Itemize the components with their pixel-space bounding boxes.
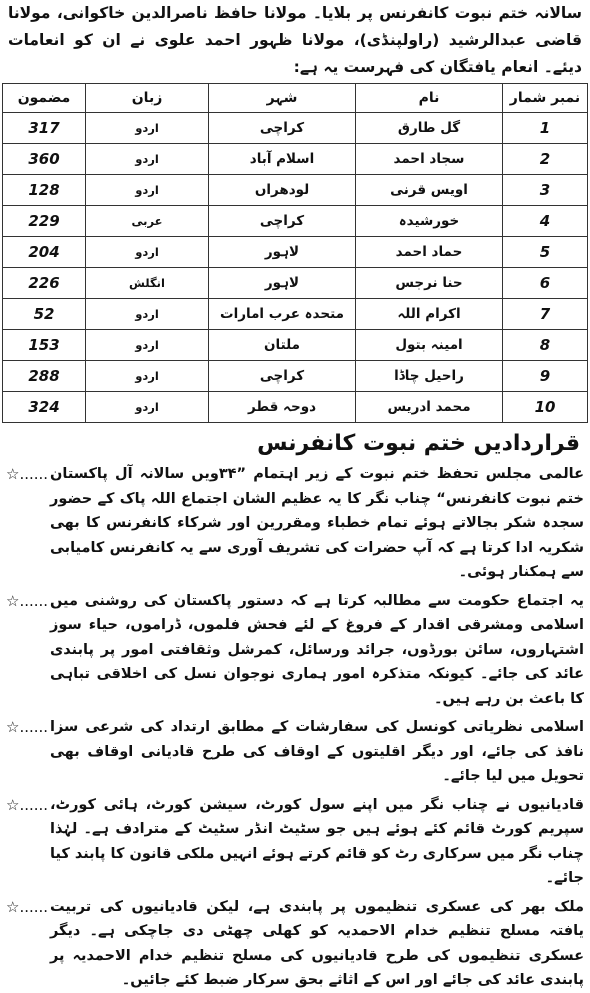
- cell-city: لودھراں: [209, 175, 356, 206]
- resolution-item: [0, 589, 590, 712]
- table-row: [3, 268, 588, 299]
- resolution-text: ملک بھر کی عسکری تنظیموں پر پابندی ہے، لیکن قادیانیوں کی تربیت یافتہ مسلح تنظیم خدام الاحمدیہ کو کھلی چھٹی دی جاچکی ہے۔ دیگر عسکری تنظیموں کی طرح قادیانیوں کی مسلح تنظیم خدام الاحمدیہ پر پابندی عائد کی جائے اور اس کے اثاثے بحق سرکار ضبط کئے جائیں۔: [50, 898, 584, 988]
- star-bullet-icon: ☆......: [6, 465, 49, 483]
- cell-serial: 7: [503, 299, 588, 330]
- cell-language: اردو: [86, 113, 209, 144]
- cell-city: اسلام آباد: [209, 144, 356, 175]
- resolution-text: اسلامی نظریاتی کونسل کی سفارشات کے مطابق ارتداد کی شرعی سزا نافذ کی جائے، اور دیگر اقلیتوں کے اوقاف کی طرح قادیانی اوقاف بھی تحویل میں لیا جائے۔: [50, 719, 584, 784]
- resolutions-title: قراردادیں ختم نبوت کانفرنس: [257, 431, 580, 456]
- cell-name: حماد احمد: [356, 237, 503, 268]
- table-row: [3, 113, 588, 144]
- header-language: زبان: [86, 84, 209, 113]
- cell-city: دوحہ قطر: [209, 392, 356, 423]
- star-bullet-icon: ☆......: [6, 591, 49, 610]
- cell-serial: 6: [503, 268, 588, 299]
- cell-name: سجاد احمد: [356, 144, 503, 175]
- star-bullet-icon: ☆......: [6, 718, 49, 736]
- header-city: شہر: [209, 84, 356, 113]
- cell-marks: 153: [3, 330, 86, 361]
- cell-language: اردو: [86, 361, 209, 392]
- table-row: [3, 330, 588, 361]
- cell-language: اردو: [86, 175, 209, 206]
- star-bullet-icon: ☆......: [6, 795, 49, 814]
- cell-language: اردو: [86, 144, 209, 175]
- table-header-row: [3, 84, 588, 113]
- cell-serial: 9: [503, 361, 588, 392]
- table-row: [3, 299, 588, 330]
- cell-marks: 226: [3, 268, 86, 299]
- cell-marks: 204: [3, 237, 86, 268]
- cell-marks: 317: [3, 113, 86, 144]
- cell-serial: 4: [503, 206, 588, 237]
- cell-language: اردو: [86, 392, 209, 423]
- cell-serial: 2: [503, 144, 588, 175]
- resolution-text: عالمی مجلس تحفظ ختم نبوت کے زیر اہتمام ”۳۴ویں سالانہ آل پاکستان ختم نبوت کانفرنس“ چناب نگر کا یہ عظیم الشان اجتماع اللہ پاک کے حضور سجدہ شکر بجالاتے ہوئے تمام خطباء ومقررین اور شرکاء کانفرنس کا بھی شکریہ ادا کرتا ہے کہ آپ حضرات کی تشریف آوری سے یہ کانفرنس کامیابی سے ہمکنار ہوئی۔: [50, 466, 584, 580]
- resolution-item: [0, 793, 590, 891]
- cell-name: امینہ بتول: [356, 330, 503, 361]
- winners-table: [2, 83, 588, 423]
- cell-language: عربی: [86, 206, 209, 237]
- cell-marks: 128: [3, 175, 86, 206]
- cell-city: لاہور: [209, 268, 356, 299]
- cell-serial: 8: [503, 330, 588, 361]
- cell-name: اکرام اللہ: [356, 299, 503, 330]
- cell-marks: 52: [3, 299, 86, 330]
- cell-name: گل طارق: [356, 113, 503, 144]
- cell-city: لاہور: [209, 237, 356, 268]
- cell-serial: 3: [503, 175, 588, 206]
- cell-language: انگلش: [86, 268, 209, 299]
- resolutions-list: [0, 462, 590, 993]
- table-row: [3, 206, 588, 237]
- resolution-text: یہ اجتماع حکومت سے مطالبہ کرتا ہے کہ دستور پاکستان کی روشنی میں اسلامی ومشرقی اقدار کے فروغ کے لئے فحش فلموں، ڈراموں، حیاء سوز اشتہاروں، سائن بورڈوں، جرائد ورسائل، کمرشل وثقافتی امور پر پابندی عائد کی جائے۔ کیونکہ متذکرہ امور ہماری نوجوان نسل کی اخلاقی تباہی کا باعث بن رہے ہیں۔: [50, 592, 584, 707]
- resolution-item: [0, 462, 590, 585]
- cell-city: ملتان: [209, 330, 356, 361]
- cell-name: خورشیدہ: [356, 206, 503, 237]
- header-marks: مضمون: [3, 84, 86, 113]
- cell-name: محمد ادریس: [356, 392, 503, 423]
- cell-name: حنا نرجس: [356, 268, 503, 299]
- cell-marks: 324: [3, 392, 86, 423]
- cell-serial: 10: [503, 392, 588, 423]
- table-row: [3, 175, 588, 206]
- table-row: [3, 361, 588, 392]
- table-row: [3, 144, 588, 175]
- cell-language: اردو: [86, 330, 209, 361]
- cell-serial: 1: [503, 113, 588, 144]
- table-row: [3, 237, 588, 268]
- cell-marks: 360: [3, 144, 86, 175]
- cell-name: راحیل چاڈا: [356, 361, 503, 392]
- cell-serial: 5: [503, 237, 588, 268]
- header-serial: نمبر شمار: [503, 84, 588, 113]
- intro-paragraph: سالانہ ختم نبوت کانفرنس پر بلایا۔ مولانا حافظ ناصرالدین خاکوانی، مولانا قاضی عبدالرشید (راولپنڈی)، مولانا ظہور احمد علوی نے ان کو انعامات دیئے۔ انعام یافتگان کی فہرست یہ ہے:: [8, 4, 582, 76]
- cell-marks: 229: [3, 206, 86, 237]
- cell-language: اردو: [86, 299, 209, 330]
- star-bullet-icon: ☆......: [6, 897, 49, 916]
- cell-name: اویس قرنی: [356, 175, 503, 206]
- cell-city: متحدہ عرب امارات: [209, 299, 356, 330]
- cell-marks: 288: [3, 361, 86, 392]
- cell-city: کراچی: [209, 206, 356, 237]
- table-row: [3, 392, 588, 423]
- cell-city: کراچی: [209, 361, 356, 392]
- resolution-item: [0, 715, 590, 789]
- cell-language: اردو: [86, 237, 209, 268]
- resolution-text: قادیانیوں نے چناب نگر میں اپنے سول کورٹ، سیشن کورٹ، ہائی کورٹ، سپریم کورٹ قائم کئے ہوئے ہیں جو سٹیٹ انڈر سٹیٹ کے مترادف ہے۔ لہٰذا چناب نگر میں سرکاری رٹ کو قائم کرتے ہوئے انہیں ملکی قانون کا پابند کیا جائے۔: [50, 796, 584, 886]
- header-name: نام: [356, 84, 503, 113]
- cell-city: کراچی: [209, 113, 356, 144]
